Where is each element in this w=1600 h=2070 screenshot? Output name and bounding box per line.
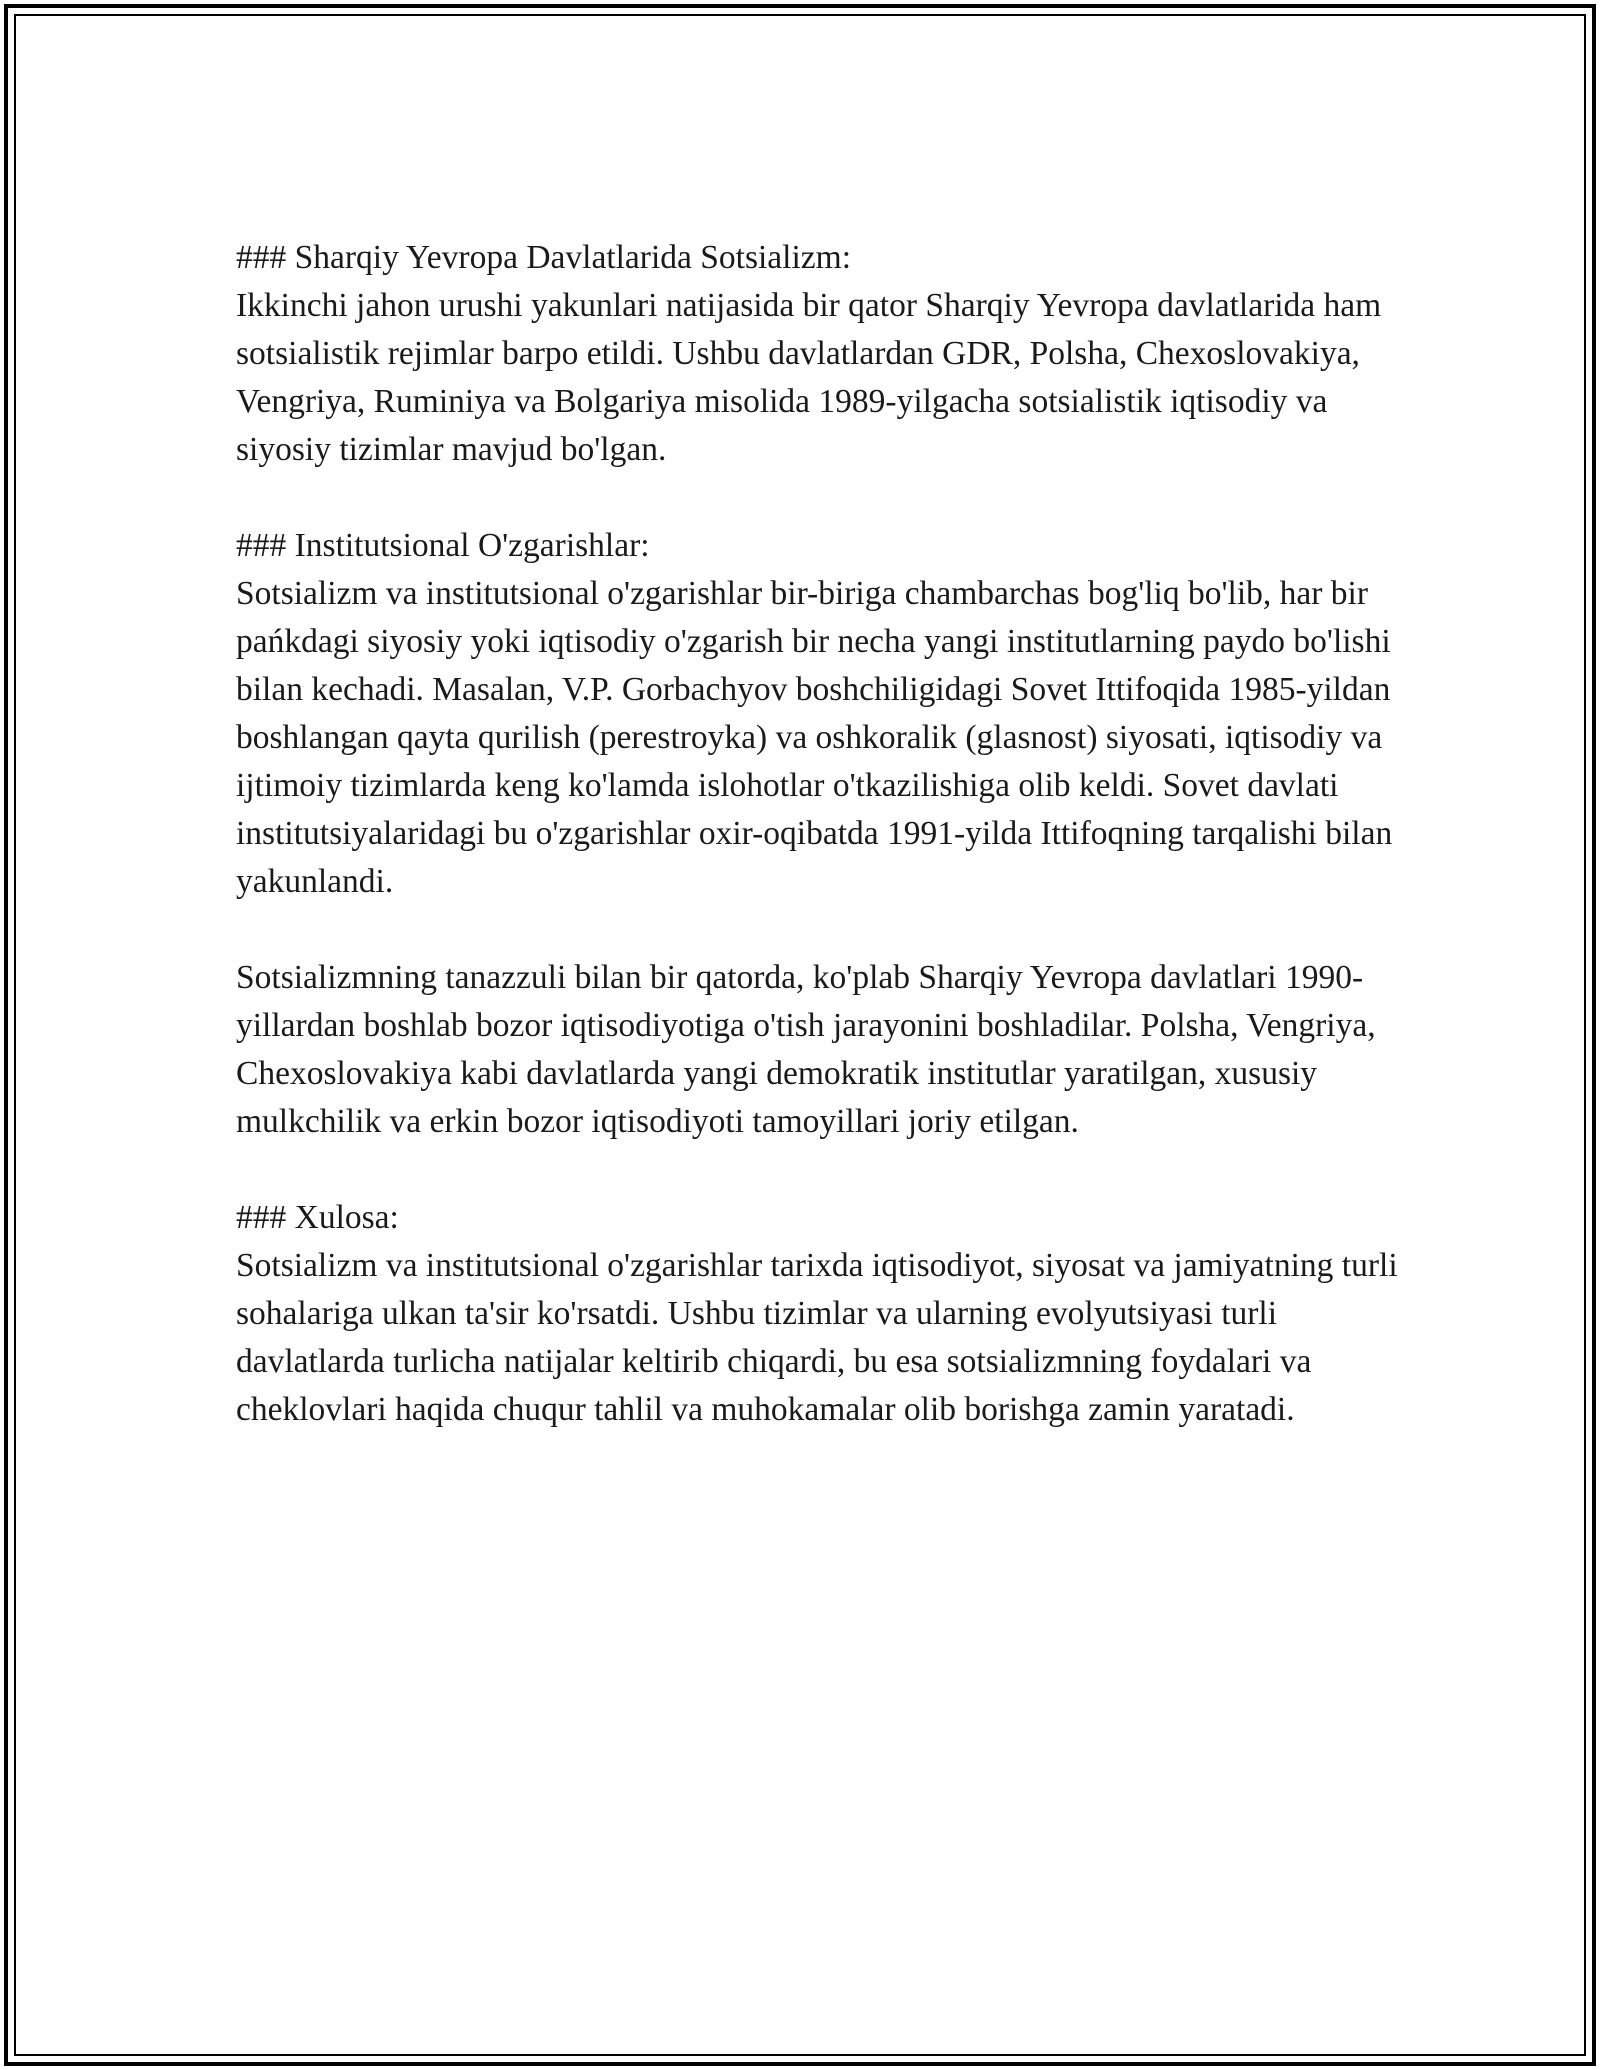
section-east-europe xyxy=(236,234,1406,474)
section-market-transition xyxy=(236,954,1406,1146)
section-heading: ### Xulosa: xyxy=(236,1199,399,1236)
section-paragraph: Ikkinchi jahon urushi yakunlari natijasida bir qator Sharqiy Yevropa davlatlarida ham sotsialistik rejimlar barpo etildi. Ushbu davlatlardan GDR, Polsha, Chexoslovakiya, Vengriya, Ruminiya va Bolgariya misolida 1989-yilgacha sotsialistik iqtisodiy va siyosiy tizimlar mavjud bo'lgan. xyxy=(236,287,1382,468)
section-heading: ### Institutsional O'zgarishlar: xyxy=(236,527,650,564)
section-paragraph: Sotsializm va institutsional o'zgarishlar tarixda iqtisodiyot, siyosat va jamiyatning turli sohalariga ulkan ta'sir ko'rsatdi. Ushbu tizimlar va ularning evolyutsiyasi turli davlatlarda turlicha natijalar keltirib chiqardi, bu esa sotsializmning foydalari va cheklovlari haqida chuqur tahlil va muhokamalar olib borishga zamin yaratadi. xyxy=(236,1247,1398,1428)
section-paragraph: Sotsializm va institutsional o'zgarishlar bir-biriga chambarchas bog'liq bo'lib, har bir pańkdagi siyosiy yoki iqtisodiy o'zgarish bir necha yangi institutlarning paydo bo'lishi bilan kechadi. Masalan, V.P. Gorbachyov boshchiligidagi Sovet Ittifoqida 1985-yildan boshlangan qayta qurilish (perestroyka) va oshkoralik (glasnost) siyosati, iqtisodiy va ijtimoiy tizimlarda keng ko'lamda islohotlar o'tkazilishiga olib keldi. Sovet davlati institutsiyalaridagi bu o'zgarishlar oxir-oqibatda 1991-yilda Ittifoqning tarqalishi bilan yakunlandi. xyxy=(236,575,1393,900)
document-body xyxy=(236,234,1406,1434)
section-paragraph: Sotsializmning tanazzuli bilan bir qatorda, ko'plab Sharqiy Yevropa davlatlari 1990-yillardan boshlab bozor iqtisodiyotiga o'tish jarayonini boshladilar. Polsha, Vengriya, Chexoslovakiya kabi davlatlarda yangi demokratik institutlar yaratilgan, xususiy mulkchilik va erkin bozor iqtisodiyoti tamoyillari joriy etilgan. xyxy=(236,959,1376,1140)
section-conclusion xyxy=(236,1194,1406,1434)
section-heading: ### Sharqiy Yevropa Davlatlarida Sotsializm: xyxy=(236,239,852,276)
section-institutional-changes xyxy=(236,522,1406,906)
